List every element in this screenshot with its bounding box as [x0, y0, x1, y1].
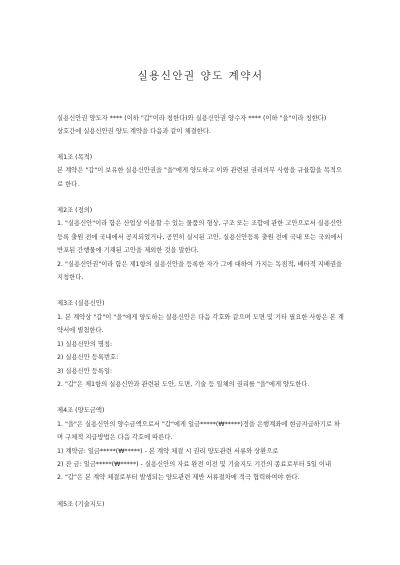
article-item: 2) 실용신안 등록번호:: [57, 354, 119, 362]
article-text: 2. "갑"은 본 계약 체결로부터 발생되는 양도관련 제반 서류절차에 적극 협력하여야 한다.: [57, 474, 300, 482]
article-heading: 제5조 (기술지도): [57, 500, 105, 508]
section-article-3: [57, 297, 344, 391]
section-article-2: [57, 204, 344, 284]
article-heading: 제1조 (목적): [57, 153, 93, 161]
article-text: 1. "실용신안"이라 함은 산업상 이용할 수 있는 물품의 형상, 구조 또는 조합에 관한 고안으로서 실용신안등록 출원 전에 국내에서 공지되었거나, 공연히 실시된 고안, 실용신안등록 출원 전에 국내 또는 국외에서 반포된 간행물에 기재된 고안을 제외한 것을 말한다.: [57, 220, 343, 255]
article-item: 2) 잔 금: 일금*****(₩*****) - 실용신안의 자료 완전 이전 및 기술지도 기간의 종료로부터 5일 이내: [57, 460, 332, 468]
article-text: 1. 본 계약상 "갑"이 "을"에게 양도하는 실용신안은 다음 각호와 같으며 도면 및 기타 필요한 사항은 본 계약서에 별첨한다.: [57, 313, 344, 335]
article-heading: 제3조 (실용신안): [57, 300, 105, 308]
article-text: 1. "을"은 실용신안의 양수금액으로서 "갑"에게 일금*****(₩*****)정을 은행계좌에 현금지급하기로 하며 구체적 지급방법은 다음 각호에 따른다.: [57, 420, 341, 442]
section-article-1: [57, 151, 344, 191]
article-item: 1) 실용신안의 명칭:: [57, 340, 113, 348]
article-text: 2. "갑"은 제1항의 실용신안과 관련된 도안, 도면, 기술 등 일체의 권리를 "을"에게 양도한다.: [57, 380, 310, 388]
article-heading: 제4조 (양도금액): [57, 407, 105, 415]
article-item: 1) 계약금: 일금*****(₩*****) - 본 계약 체결 시 권리 양도관련 서류와 상환으로: [57, 447, 279, 455]
article-text: 2. "실용신안권"이라 함은 제1항의 실용신안을 등록한 자가 그에 대하여 가지는 독점적, 배타적 지배권을 지칭한다.: [57, 260, 343, 282]
section-article-5: [57, 498, 344, 511]
article-heading: 제2조 (정의): [57, 207, 93, 215]
intro-paragraph: 실용신안권 양도자 **** (이하 "갑"이라 칭한다)와 실용신안권 양수자 **** (이하 "을"이라 칭한다) 상호간에 실용신안권 양도 계약을 다음과 같이 체결한다.: [57, 115, 327, 136]
article-item: 3) 실용신안 등록일:: [57, 367, 113, 375]
document-title: 실용신안권 양도 계약서: [137, 70, 264, 82]
section-article-4: [57, 404, 344, 484]
article-text: 본 계약은 "갑"이 보유한 실용신안권을 "을"에게 양도하고 이와 관련된 권리의무 사항을 규율함을 목적으로 한다.: [57, 167, 342, 188]
